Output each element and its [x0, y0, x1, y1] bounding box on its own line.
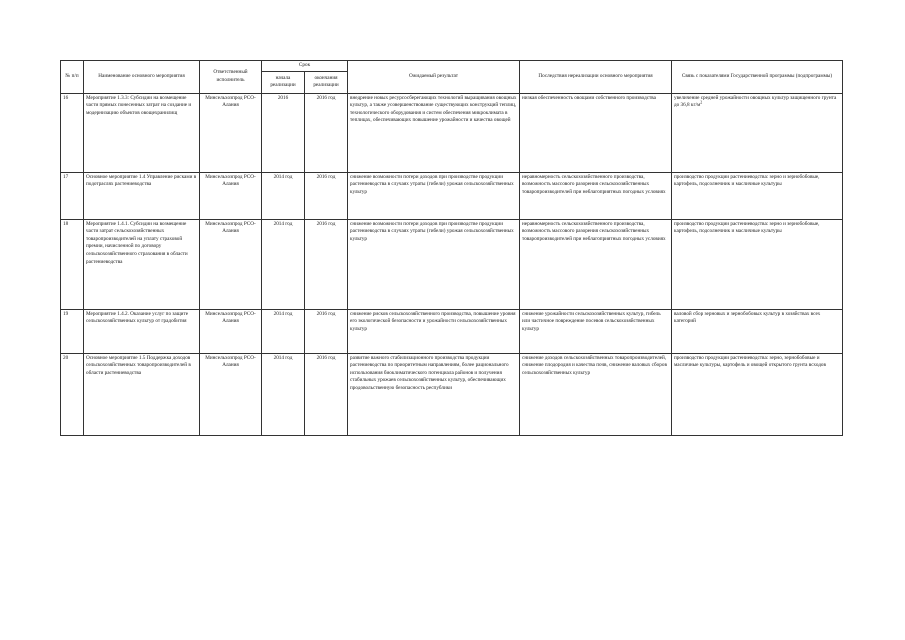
header-name: Наименование основного мероприятия [84, 61, 200, 94]
row-link-text: увеличение средней урожайности овощных культур защищенного грунта до 36,8 кг/м [674, 94, 837, 109]
row-end: 2016 год [305, 172, 348, 219]
header-term: Срок [262, 61, 348, 72]
header-consequences: Последствия нереализации основного мероприятия [520, 61, 672, 94]
row-executor: Минсельхозпрод РСО-Алания [200, 93, 262, 172]
row-end: 2016 год [305, 219, 348, 309]
row-link [672, 93, 843, 172]
header-term-end: окончания реализации [305, 71, 348, 93]
row-start: 2014 год [262, 219, 305, 309]
program-measures-table [60, 60, 843, 436]
header-row [61, 61, 843, 72]
row-start: 2014 год [262, 172, 305, 219]
row-result: снижение возможности потери доходов при производстве продукции растениеводства в случаях утраты (гибели) урожая сельскохозяйственных культур [348, 219, 520, 309]
row-executor: Минсельхозпрод РСО-Алания [200, 309, 262, 353]
row-executor: Минсельхозпрод РСО-Алания [200, 172, 262, 219]
row-consequences: неравномерность сельскохозяйственного производства, возможность массового разорения сельскохозяйственных товаропроизводителей при неблагоприятных погодных условиях [520, 219, 672, 309]
row-num: 18 [61, 219, 84, 309]
row-num: 20 [61, 353, 84, 435]
row-end: 2016 год [305, 353, 348, 435]
row-result: снижение возможности потери доходов при производстве продукции растениеводства в случаях утраты (гибели) урожая сельскохозяйственных культур [348, 172, 520, 219]
row-end: 2016 год [305, 309, 348, 353]
row-start: 2014 год [262, 353, 305, 435]
row-end: 2016 год [305, 93, 348, 172]
table-row [61, 353, 843, 435]
table-row [61, 172, 843, 219]
header-executor: Ответственный исполнитель [200, 61, 262, 94]
row-name: Мероприятие 1.3.3: Субсидии на возмещение части прямых понесенных затрат на создание и модернизацию объектов овощехранилищ [84, 93, 200, 172]
row-consequences: неравномерность сельскохозяйственного производства, возможность массового разорения сельскохозяйственных товаропроизводителей при неблагоприятных погодных условиях [520, 172, 672, 219]
row-consequences: снижение доходов сельскохозяйственных товаропроизводителей, снижение плодородия и качества почв, снижение валовых сборов сельскохозяйственных культур [520, 353, 672, 435]
header-result: Ожидаемый результат [348, 61, 520, 94]
row-executor: Минсельхозпрод РСО-Алания [200, 219, 262, 309]
row-name: Мероприятие 1.4.1. Субсидии на возмещение части затрат сельскохозяйственных товаропроизводителей на уплату страховой премии, начисленной по договору сельскохозяйственного страхования в области растениеводства [84, 219, 200, 309]
row-name: Основное мероприятие 1.4 Управление рисками в подотраслях растениеводства [84, 172, 200, 219]
row-name: Мероприятие 1.4.2. Оказание услуг по защите сельскохозяйственных культур от градобития [84, 309, 200, 353]
row-consequences: снижение урожайности сельскохозяйственных культур, гибель или частичное повреждение посевов сельскохозяйственных культур [520, 309, 672, 353]
row-start: 2016 [262, 93, 305, 172]
header-num: № п/п [61, 61, 84, 94]
row-result: снижение рисков сельскохозяйственного производства, повышение уровня его экологической безопасности и урожайности сельскохозяйственных культур [348, 309, 520, 353]
row-executor: Минсельхозпрод РСО-Алания [200, 353, 262, 435]
row-link: производство продукции растениеводства: зерно, зернобобовые и масличные культуры, картофель и овощей открытого грунта всходов [672, 353, 843, 435]
row-num: 19 [61, 309, 84, 353]
row-num: 17 [61, 172, 84, 219]
table-row [61, 93, 843, 172]
table-row [61, 219, 843, 309]
row-name: Основное мероприятие 1.5 Поддержка доходов сельскохозяйственных товаропроизводителей в области растениеводства [84, 353, 200, 435]
row-link-sup: 2 [700, 99, 703, 105]
row-num: 16 [61, 93, 84, 172]
row-link: производство продукции растениеводства: зерно и зернобобовые, картофель, подсолнечник и масличные культуры [672, 219, 843, 309]
row-result: развитие важного стабилизационного производства продукции растениеводства по приоритетным направлениям, более рационального использования биоклиматического потенциала районов и получения стабильных урожаев сельскохозяйственных культур, обеспечивающих продовольственную безопасность республики [348, 353, 520, 435]
row-start: 2014 год [262, 309, 305, 353]
row-result: внедрение новых ресурсосберегающих технологий выращивания овощных культур, а также усовершенствование существующих конструкций теплиц, технологического оборудования и систем обеспечения микроклимата в теплицах, обеспечивающих повышение урожайности и качества овощей [348, 93, 520, 172]
header-term-start: начала реализации [262, 71, 305, 93]
row-link: производство продукции растениеводства: зерно и зернобобовые, картофель, подсолнечник и масличные культуры [672, 172, 843, 219]
row-link: валовой сбор зерновых и зернобобовых культур в хозяйствах всех категорий [672, 309, 843, 353]
header-link: Связь с показателями Государственной программы (подпрограммы) [672, 61, 843, 94]
row-consequences: низкая обеспеченность овощами собственного производства [520, 93, 672, 172]
table-row [61, 309, 843, 353]
